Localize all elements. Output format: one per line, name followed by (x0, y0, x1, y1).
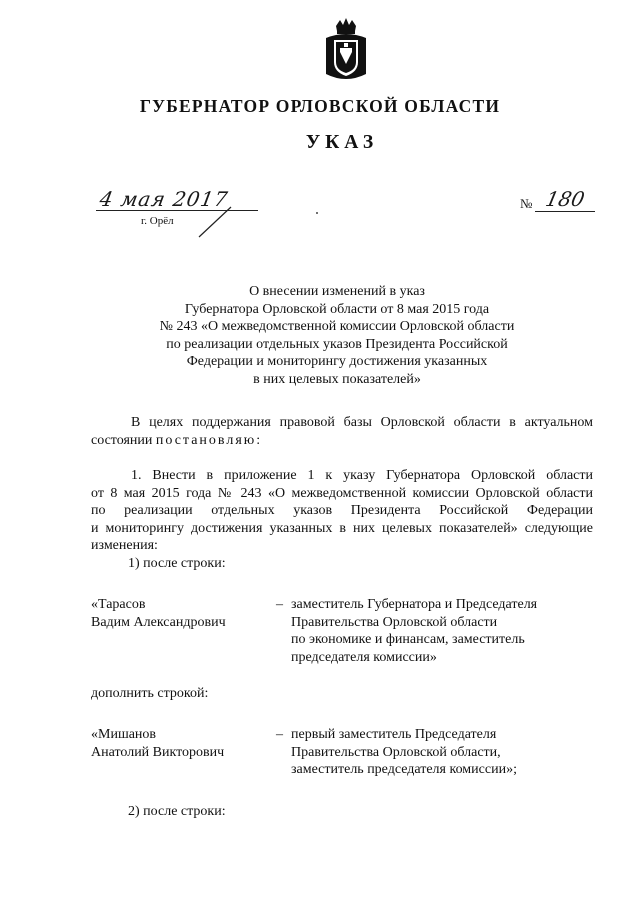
title-line: Федерации и мониторингу достижения указанных (186, 354, 488, 369)
title-line: Губернатора Орловской области от 8 мая 2015 года (184, 301, 490, 317)
preamble-line (91, 432, 593, 450)
item-line: и мониторингу достижения указанных в них целевых показателей» следующие (91, 520, 593, 536)
scan-dot (316, 212, 318, 214)
title-line: О внесении изменений в указ (249, 284, 425, 299)
preamble-line: В целях поддержания правовой базы Орловской области в актуальном (131, 415, 593, 430)
position-line: заместитель Губернатора и Председателя (291, 597, 538, 612)
member-given-names: Анатолий Викторович (91, 744, 225, 760)
position-line: по экономике и финансам, заместитель (291, 632, 525, 647)
city-label: г. Орёл (141, 215, 174, 227)
title-line: в них целевых показателей» (253, 371, 421, 387)
handwritten-stroke (195, 205, 235, 239)
title-line: по реализации отдельных указов Президента Российской (166, 336, 508, 352)
member-position-mishanov (291, 726, 591, 779)
coat-of-arms-icon (322, 18, 370, 84)
item-line: изменения: (91, 538, 158, 553)
position-line: Правительства Орловской области, (291, 744, 501, 760)
handwritten-number: 180 (543, 187, 587, 211)
dash: – (276, 597, 283, 612)
item-1-paragraph (91, 467, 593, 572)
item-line: по реализации отдельных указов Президента Российской Федерации (91, 503, 593, 518)
member-name-mishanov (91, 726, 281, 761)
title-line: № 243 «О межведомственной комиссии Орловской области (159, 319, 515, 334)
document-type-heading: УКАЗ (305, 132, 379, 153)
preamble-paragraph (91, 414, 593, 449)
preamble-text: состоянии (91, 432, 156, 448)
item-line: 1. Внести в приложение 1 к указу Губернатора Орловской области (131, 468, 593, 483)
position-line: председателя комиссии» (291, 649, 437, 665)
handwritten-date: 4 мая 2017 (97, 187, 231, 211)
position-line: Правительства Орловской области (291, 614, 498, 630)
number-label: № (520, 196, 533, 211)
member-name-tarasov (91, 596, 281, 631)
member-position-tarasov (291, 596, 591, 666)
position-line: заместитель председателя комиссии»; (291, 762, 517, 777)
number-underline (535, 211, 595, 212)
subitem-1: 1) после строки: (128, 555, 226, 571)
decree-word: постановляю: (155, 432, 263, 448)
member-given-names: Вадим Александрович (91, 614, 226, 630)
append-instruction: дополнить строкой: (91, 686, 209, 701)
document-title (0, 283, 640, 388)
item-line: от 8 мая 2015 года № 243 «О межведомственной комиссии Орловской области (91, 485, 593, 501)
subitem-2: 2) после строки: (128, 804, 226, 819)
member-surname: «Тарасов (91, 597, 146, 612)
authority-heading: ГУБЕРНАТОР ОРЛОВСКОЙ ОБЛАСТИ (139, 96, 501, 116)
position-line: первый заместитель Председателя (291, 727, 497, 742)
dash: – (276, 727, 283, 742)
member-surname: «Мишанов (91, 727, 157, 742)
